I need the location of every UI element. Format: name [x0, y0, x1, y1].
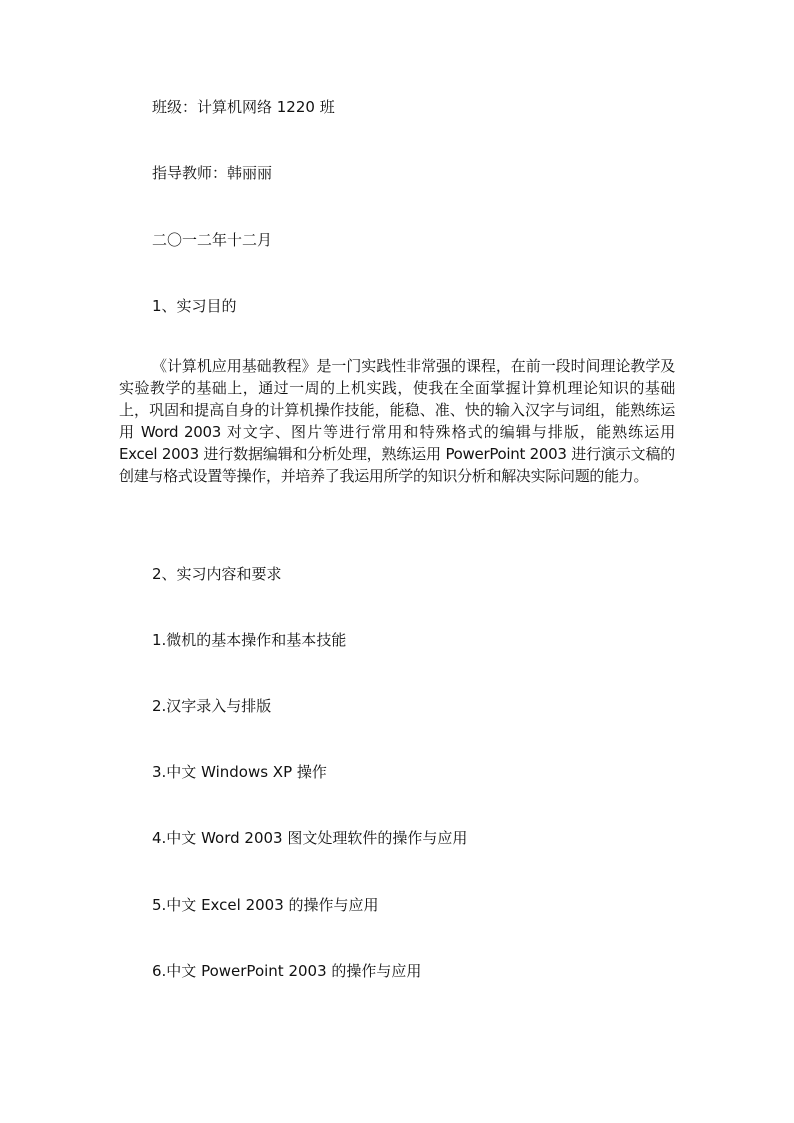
- class-line: 班级：计算机网络 1220 班: [152, 98, 335, 116]
- list-item: 2.汉字录入与排版: [152, 697, 272, 715]
- section2-heading: 2、实习内容和要求: [152, 565, 282, 583]
- section1-paragraph: 《计算机应用基础教程》是一门实践性非常强的课程，在前一段时间理论教学及实验教学的基础上，通过一周的上机实践，使我在全面掌握计算机理论知识的基础上，巩固和提高自身的计算机操作技能，能稳、准、快的输入汉字与词组，能熟练运用 Word 2003 对文字、图片等进行常用和特殊格式的编辑与排版，能熟练运用 Excel 2003 进行数据编辑和分析处理，熟练运用 PowerPoint 2003 进行演示文稿的创建与格式设置等操作，并培养了我运用所学的知识分析和解决实际问题的能力。: [119, 357, 675, 485]
- date-line: 二〇一二年十二月: [152, 231, 273, 249]
- list-item: 6.中文 PowerPoint 2003 的操作与应用: [152, 962, 422, 980]
- list-item: 1.微机的基本操作和基本技能: [152, 631, 347, 649]
- list-item: 3.中文 Windows XP 操作: [152, 763, 327, 781]
- teacher-line: 指导教师：韩丽丽: [152, 164, 273, 182]
- section1-heading: 1、实习目的: [152, 297, 237, 315]
- list-item: 5.中文 Excel 2003 的操作与应用: [152, 896, 379, 914]
- list-item: 4.中文 Word 2003 图文处理软件的操作与应用: [152, 829, 468, 847]
